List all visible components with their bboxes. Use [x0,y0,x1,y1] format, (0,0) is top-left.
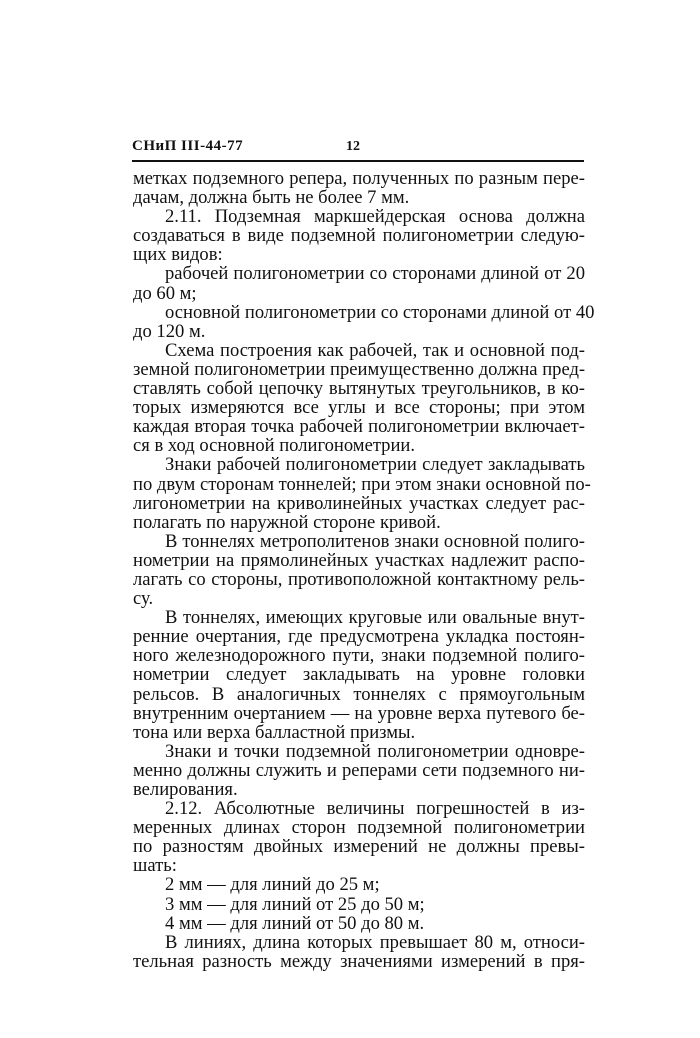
text-line: полагать по наружной стороне кривой. [133,511,441,533]
text-line: до 60 м; [133,282,197,304]
text-line: В тоннелях, имеющих круговые или овальные внут- [165,607,585,629]
text-line: тона или верха балластной призмы. [133,721,416,743]
text-line: торых измеряются все углы и все стороны; при этом [133,397,585,419]
text-line: внутренним очертанием — на уровне верха путевого бе- [133,702,585,724]
text-line: рельсов. В аналогичных тоннелях с прямоугольным [133,683,585,705]
text-line: каждая вторая точка рабочей полигонометрии включает- [133,416,585,438]
document-code: СНиП III-44-77 [132,138,244,154]
text-line: су. [133,588,154,610]
text-line: меренных длинах сторон подземной полигонометрии [133,817,585,839]
text-line: 2.12. Абсолютные величины погрешностей в из- [165,798,585,820]
text-line: до 120 м. [133,320,206,342]
header-rule [132,160,584,162]
text-line: щих видов: [133,244,223,266]
text-line: Знаки рабочей полигонометрии следует закладывать [165,454,585,476]
text-line: тельная разность между значениями измерений в пря- [133,950,585,972]
text-line: 3 мм — для линий от 25 до 50 м; [165,893,425,915]
text-line: В тоннелях метрополитенов знаки основной полиго- [165,530,585,552]
text-line: ся в ход основной полигонометрии. [133,435,416,457]
text-line: 2.11. Подземная маркшейдерская основа должна [165,206,585,228]
body-text [133,168,595,972]
text-line: ного железнодорожного пути, знаки подземной полиго- [133,645,585,667]
text-line: по разностям двойных измерений не должны превы- [133,836,585,858]
text-line: создаваться в виде подземной полигонометрии следую- [133,225,585,247]
text-line: велирования. [133,779,238,800]
text-line: лагать со стороны, противоположной контактному рель- [133,568,585,590]
text-line: 2 мм — для линий до 25 м; [165,874,380,896]
text-line: В линиях, длина которых превышает 80 м, относи- [165,931,585,953]
text-line: по двум сторонам тоннелей; при этом знаки основной по- [133,473,591,495]
text-line: Схема построения как рабочей, так и основной под- [165,339,585,361]
text-line: ставлять собой цепочку вытянутых треугольников, в ко- [133,378,585,400]
text-line: нометрии следует закладывать на уровне головки [133,664,585,686]
text-line: ренние очертания, где предусмотрена укладка постоян- [133,626,585,648]
text-line: метках подземного репера, полученных по разным пере- [133,168,585,189]
running-header [132,136,584,160]
text-line: шать: [133,855,177,877]
text-line: дачам, должна быть не более 7 мм. [133,187,410,209]
page-number: 12 [346,139,360,154]
text-line: Знаки и точки подземной полигонометрии одновре- [165,740,585,762]
text-line: земной полигонометрии преимущественно должна пред- [133,358,586,380]
text-line: 4 мм — для линий от 50 до 80 м. [165,912,425,934]
text-line: рабочей полигонометрии со сторонами длиной от 20 [165,263,585,285]
text-line: нометрии на прямолинейных участках надлежит распо- [133,549,585,571]
text-line: основной полигонометрии со сторонами длиной от 40 [165,301,595,323]
text-line: менно должны служить и реперами сети подземного ни- [133,759,585,781]
text-line: лигонометрии на криволинейных участках следует рас- [133,492,585,514]
